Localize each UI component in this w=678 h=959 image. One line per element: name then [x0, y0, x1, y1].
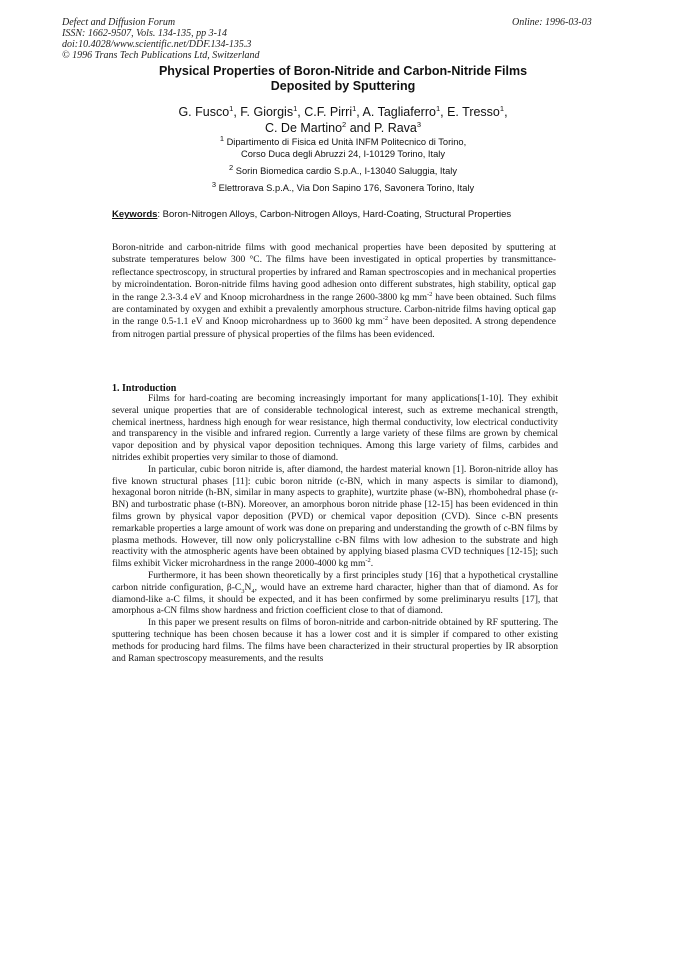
copyright-line: © 1996 Trans Tech Publications Ltd, Switzerland	[62, 50, 260, 61]
doi-line[interactable]: doi:10.4028/www.scientific.net/DDF.134-135.3	[62, 39, 252, 50]
author-affil-sup: 1	[352, 103, 357, 113]
affiliation-1-line-2: Corso Duca degli Abruzzi 24, I-10129 Torino, Italy	[241, 148, 445, 159]
author-name: C. De Martino	[264, 121, 343, 135]
affiliation-3-line-1: $^3$ Elettrorava S.p.A., Via Don Sapino 176, Savonera Torino, Italy	[211, 179, 475, 193]
affiliation-sup: 2	[229, 162, 234, 172]
author-name: G. Fusco	[178, 105, 230, 119]
affiliation-2	[60, 162, 626, 178]
author-affil-sup: 3	[416, 119, 422, 129]
author-separator: ,	[504, 105, 508, 119]
abstract: Boron-nitride and carbon-nitride films with good mechanical properties have been deposited by sputtering at substrate temperatures below 300 °C. The films have been investigated in optical properties by transmittance-reflectance spectroscopy, in structural properties by infrared and Raman spectroscopies and in mechanical properties by microindentation. Boron-nitride films having good adhesion onto different substrates, high stability, optical gap in the range 2.3-3.4 eV and Knoop microhardness in the range 2600-3800 kg $mm^{-2}$ have been obtained. Such films are contaminated by oxygen and exhibit a prevalently amorphous structure. Carbon-nitride films having optical gap in the range 0.5-1.1 eV and Knoop microhardness up to 3600 kg $mm^{-2}$ have been deposited. A strong dependence from nitrogen partial pressure of physical properties of the films has been evidenced.	[112, 243, 556, 340]
journal-name: Defect and Diffusion Forum	[62, 17, 176, 28]
affiliation-1	[60, 133, 626, 160]
title-line-1: Physical Properties of Boron-Nitride and Carbon-Nitride Films	[158, 64, 528, 78]
author-line-2	[60, 120, 626, 136]
author-affil-sup: 1	[229, 103, 234, 113]
paragraph: In particular, cubic boron nitride is, after diamond, the hardest material known [1]. Boron-nitride alloy has five known structural phases [11]: cubic boron nitride (c-BN, which in many aspects is similar to diamond), hexagonal boron nitride (h-BN, similar in many aspects to graphite), wurtzite phase (w-BN), rhombohedral phase (r-BN) and turbostratic phase (t-BN). Moreover, an amorphous boron nitride phase [12-15] has been evidenced in thin films grown by physical vapor deposition (PVD) or chemical vapor deposition (CVD). Since c-BN presents remarkable properties a large amount of work was done on preparing and understanding the growth of c-BN films by plasma methods. However, till now only policrystalline c-BN films with low adhesion to the substrate and high reactivity with the atmospheric agents have been obtained by applying biased plasma CVD techniques [12-15]; such films exhibit Vicker microhardness in the range 2000-4000 kg $mm^{-2}$.	[112, 464, 558, 570]
author-name: , C.F. Pirri	[297, 105, 353, 119]
introduction-body	[112, 394, 558, 665]
author-line-1	[60, 104, 626, 120]
author-affil-sup: 1	[293, 103, 298, 113]
author-affil-sup: 1	[499, 103, 505, 113]
paragraph: In this paper we present results on films of boron-nitride and carbon-nitride obtained by RF sputtering. The sputtering technique has been chosen because it has a lower cost and it is simpler if compared to other existing methods for producing hard films. The films have been characterized in their structural properties by IR absorption and Raman spectroscopy measurements, and the results	[112, 618, 558, 664]
affiliation-sup: 3	[211, 179, 217, 189]
affiliation-3	[60, 179, 626, 195]
keywords-label: Keywords	[112, 209, 158, 220]
author-affil-sup: 2	[342, 119, 347, 129]
keywords-line	[112, 209, 511, 221]
author-name: , E. Tresso	[440, 105, 500, 119]
author-affil-sup: 1	[435, 103, 441, 113]
section-heading-introduction: 1. Introduction	[112, 383, 177, 394]
paper-title	[60, 64, 626, 94]
title-line-2: Deposited by Sputtering	[270, 79, 416, 93]
author-name: and P. Rava	[346, 121, 417, 135]
author-list	[60, 104, 626, 136]
keywords-text: : Boron-Nitrogen Alloys, Carbon-Nitrogen Alloys, Hard-Coating, Structural Properties	[157, 209, 512, 220]
affiliation-1-line-1: $^1$ Dipartimento di Fisica ed Unità INFM Politecnico di Torino,	[219, 133, 467, 147]
journal-header	[62, 17, 260, 61]
paragraph: Films for hard-coating are becoming increasingly important for many applications[1-10]. They exhibit several unique properties that are of considerable technological interest, such as extreme mechanical strength, chemical inertness, hardness high enough for wear resistance, high thermal conductivity, low electrical conductivity and transparency in the visible and infrared region. Currently a large variety of these films are grown by chemical vapor deposition and by physical vapor deposition techniques. Among this large variety of films, carbides and nitrides exhibit properties very similar to those of diamond.	[112, 394, 558, 463]
affiliation-sup: 1	[219, 133, 224, 143]
affiliation-2-line-1: $^2$ Sorin Biomedica cardio S.p.A., I-13040 Saluggia, Italy	[229, 162, 457, 176]
issn-line: ISSN: 1662-9507, Vols. 134-135, pp 3-14	[62, 28, 227, 39]
author-name: , A. Tagliaferro	[356, 105, 436, 119]
author-name: , F. Giorgis	[233, 105, 294, 119]
paragraph: Furthermore, it has been shown theoretically by a first principles study [16] that a hypothetical crystalline carbon nitride configuration, $\beta-C_3N_4$, would have an extreme hard character, higher than that of diamond. As for diamond-like a-C films, it should be expected, and it has been confirmed by some preliminaryu results [17], that amorphous a-CN films show hardness and friction coefficient close to that of diamond.	[112, 570, 558, 617]
online-date: Online: 1996-03-03	[512, 17, 592, 28]
